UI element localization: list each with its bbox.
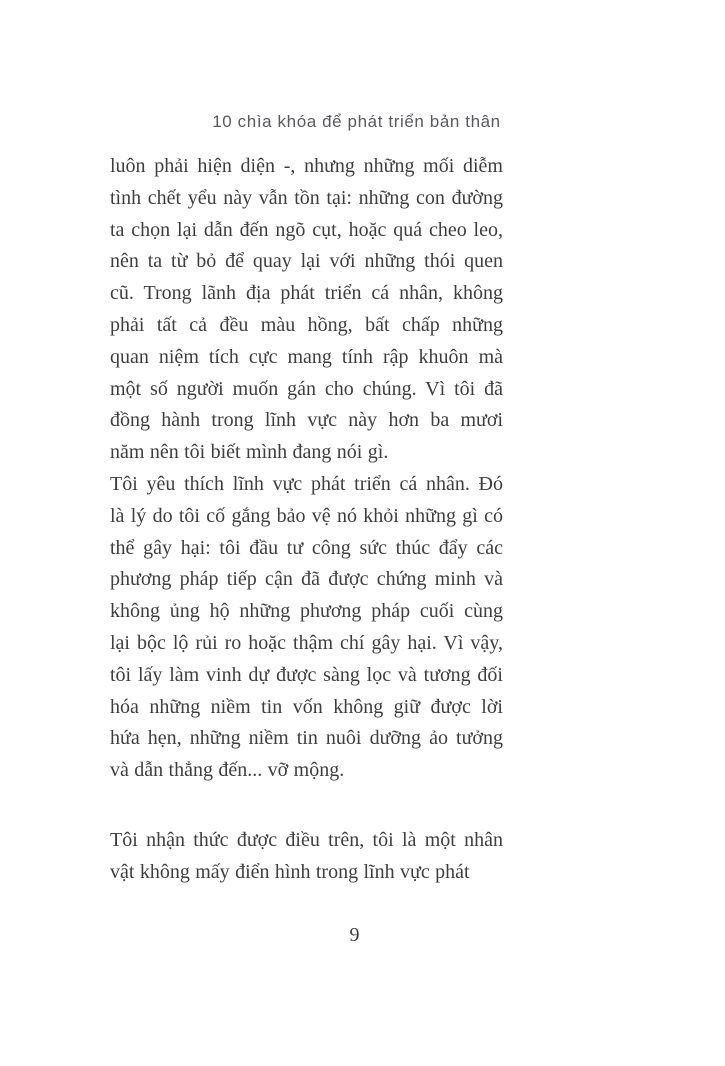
paragraph (110, 825, 503, 889)
page-number: 9 (349, 924, 360, 946)
text-line: thể gây hại: tôi đầu tư công sức thúc đẩy các (110, 536, 503, 559)
text-line: quan niệm tích cực mang tính rập khuôn mà (110, 345, 503, 368)
text-line: là lý do tôi cố gắng bảo vệ nó khỏi những gì có (110, 504, 503, 527)
paragraph (110, 469, 503, 787)
text-line: phương pháp tiếp cận đã được chứng minh và (110, 568, 503, 591)
text-line: năm nên tôi biết mình đang nói gì. (110, 441, 389, 464)
text-line: nên ta từ bỏ để quay lại với những thói quen (110, 250, 503, 273)
text-line: tình chết yểu này vẫn tồn tại: những con đường (110, 186, 503, 209)
text-line: vật không mấy điển hình trong lĩnh vực phát (110, 860, 470, 883)
text-line: lại bộc lộ rủi ro hoặc thậm chí gây hại. Vì vậy, (110, 631, 503, 654)
text-line: và dẫn thẳng đến... vỡ mộng. (110, 759, 345, 782)
text-line: hứa hẹn, những niềm tin nuôi dưỡng ảo tưởng (110, 727, 503, 750)
text-line: phải tất cả đều màu hồng, bất chấp những (110, 313, 503, 336)
running-head: 10 chìa khóa để phát triển bản thân (212, 112, 501, 131)
text-line: không ủng hộ những phương pháp cuối cùng (110, 600, 503, 623)
text-line: luôn phải hiện diện -, nhưng những mối diễm (110, 155, 503, 177)
body-text (110, 151, 503, 889)
text-line: một số người muốn gán cho chúng. Vì tôi đã (110, 377, 503, 400)
text-line: Tôi nhận thức được điều trên, tôi là một nhân (110, 828, 503, 851)
paragraph (110, 151, 503, 469)
text-line: hóa những niềm tin vốn không giữ được lời (110, 695, 503, 718)
text-line: cũ. Trong lãnh địa phát triển cá nhân, không (110, 282, 503, 305)
text-line: ta chọn lại dẫn đến ngõ cụt, hoặc quá cheo leo, (110, 218, 503, 241)
text-line: Tôi yêu thích lĩnh vực phát triển cá nhân. Đó (110, 472, 503, 495)
text-line: tôi lấy làm vinh dự được sàng lọc và tương đối (110, 663, 503, 686)
text-line: đồng hành trong lĩnh vực này hơn ba mươi (110, 409, 503, 432)
